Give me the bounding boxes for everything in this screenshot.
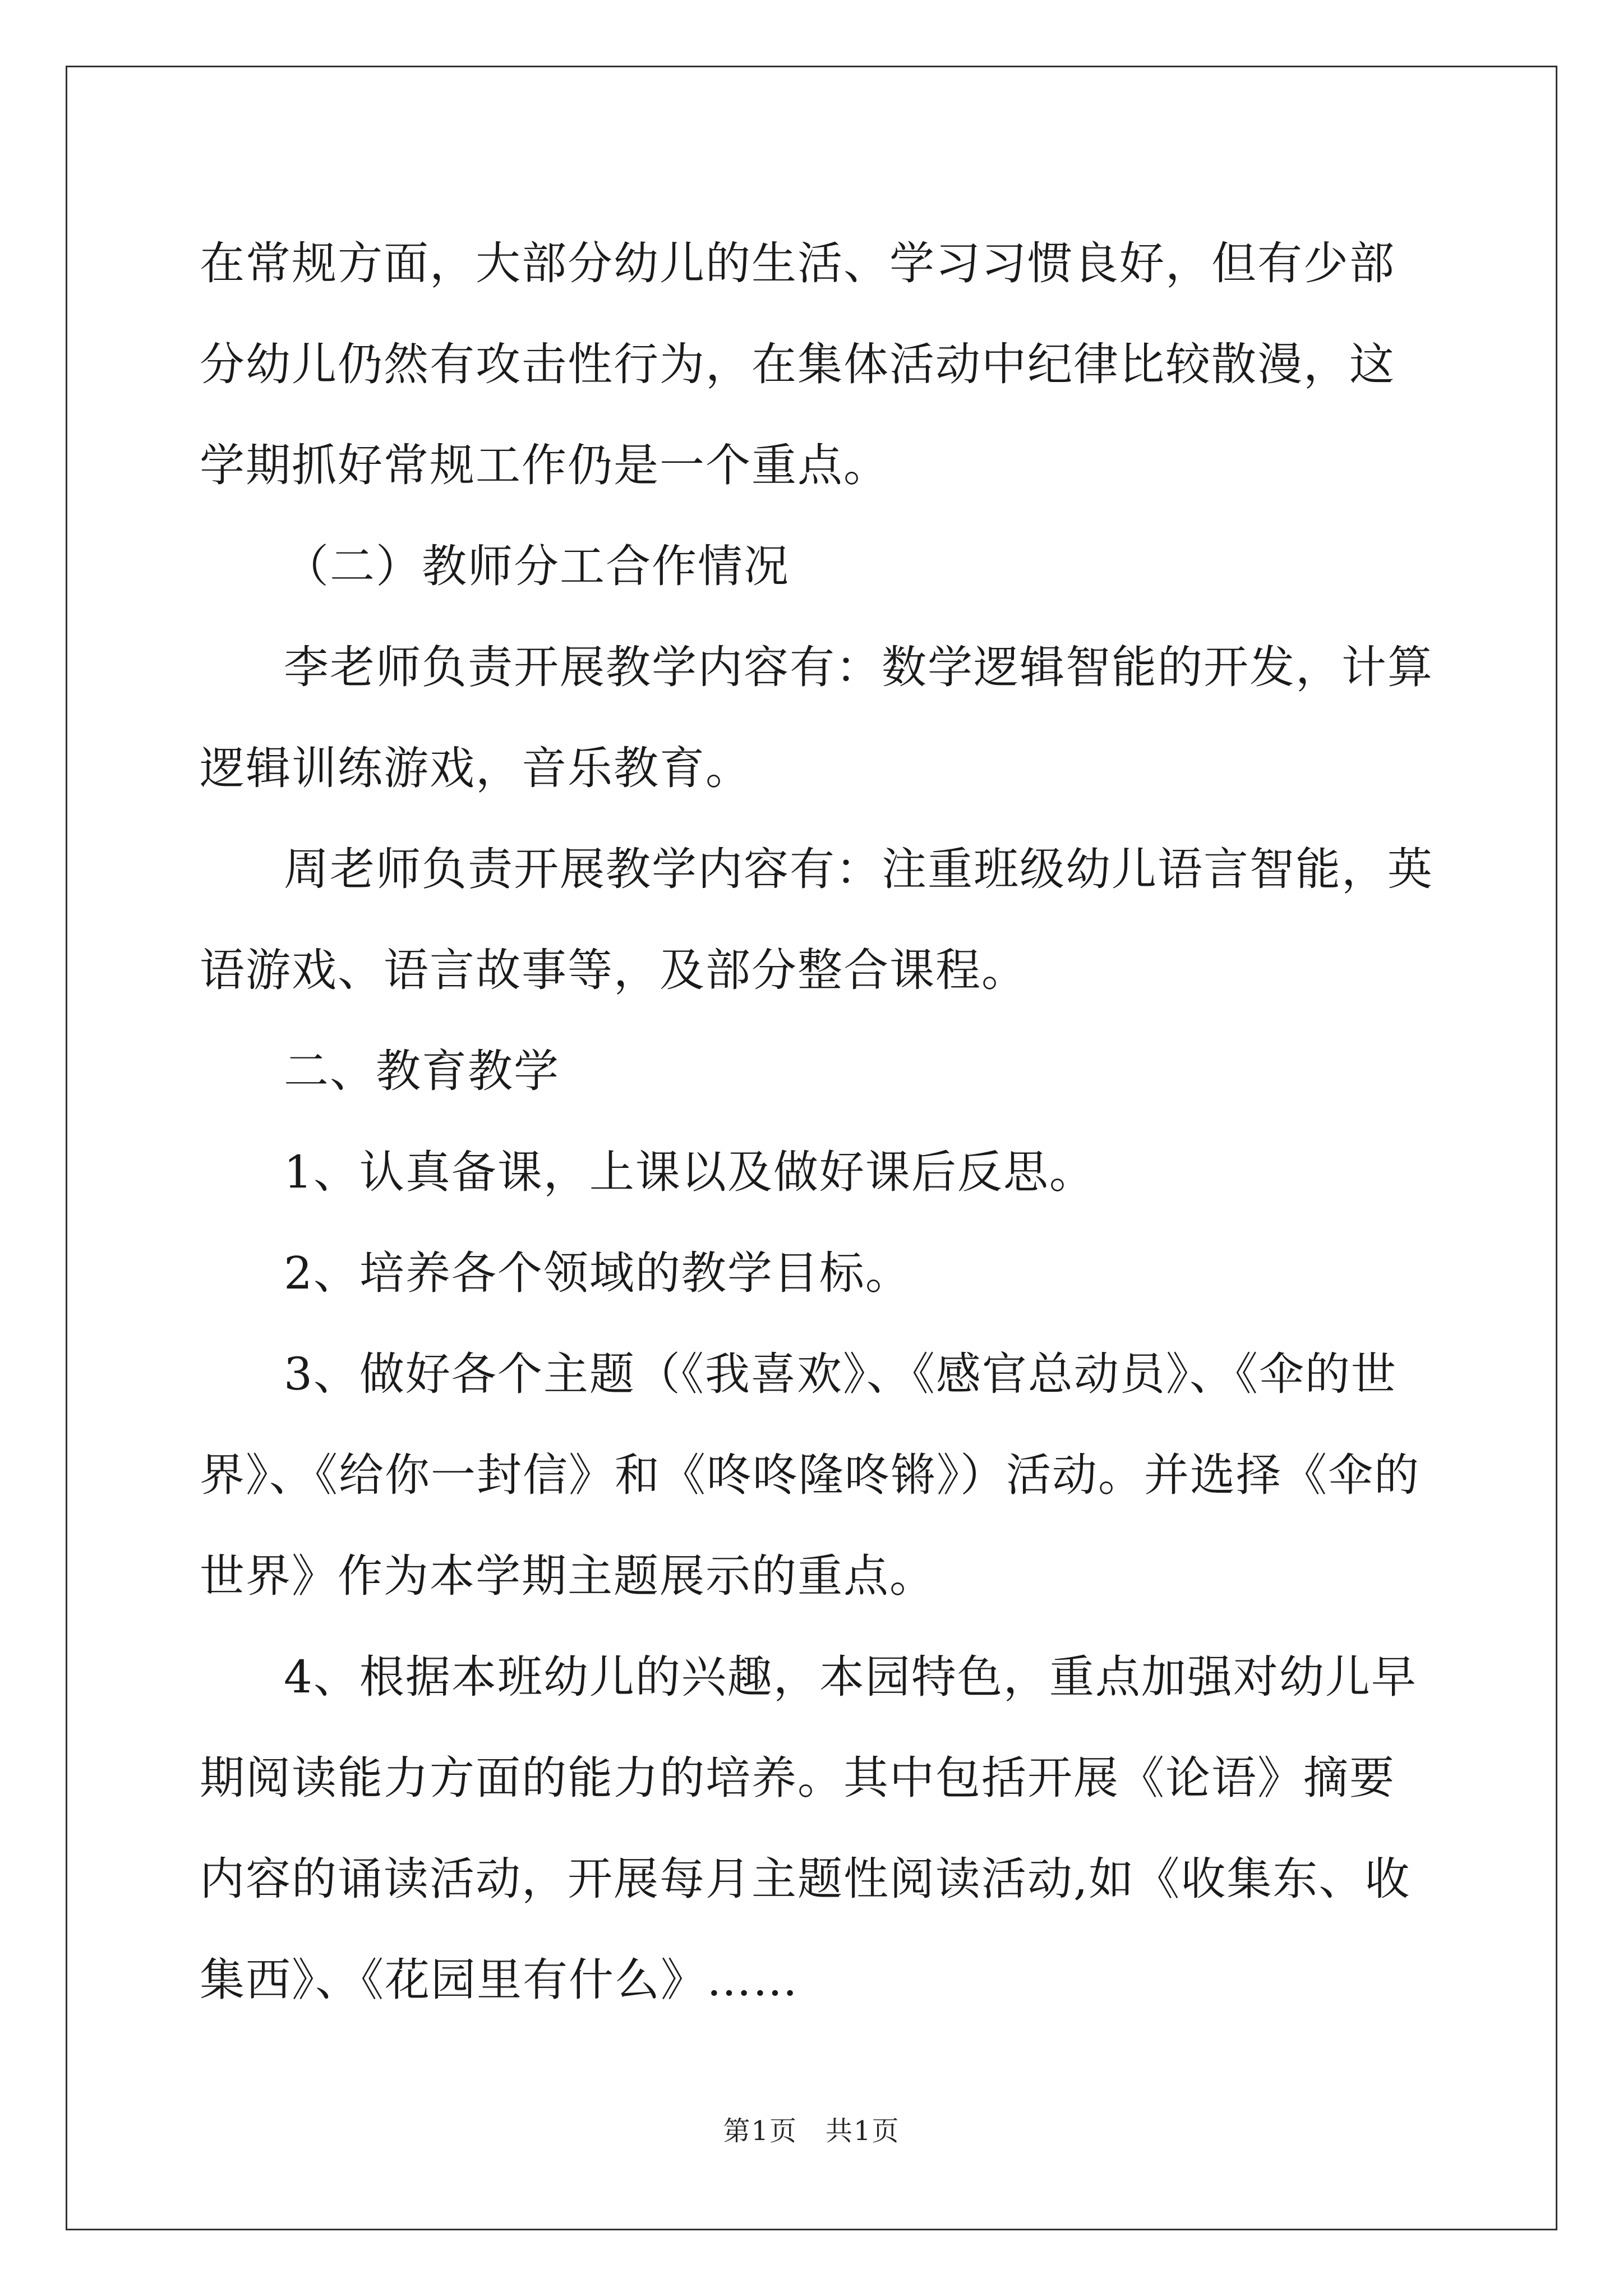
list-item-3: 3、做好各个主题（《我喜欢》、《感官总动员》、《伞的世界》、《给你一封信》和《咚咚隆咚锵》）活动。并选择《伞的世界》作为本学期主题展示的重点。: [200, 1348, 1420, 1602]
page-footer: [0, 2109, 1623, 2148]
list-item-4: 4、根据本班幼儿的兴趣，本园特色，重点加强对幼儿早期阅读能力方面的能力的培养。其中包括开展《论语》摘要内容的诵读活动，开展每月主题性阅读活动,如《收集东、收集西》、《花园里有什么》……: [200, 1651, 1417, 2006]
page-number: 第1页: [723, 2115, 797, 2147]
paragraph-routine: 在常规方面，大部分幼儿的生活、学习习惯良好，但有少部分幼儿仍然有攻击性行为，在集体活动中纪律比较散漫，这学期抓好常规工作仍是一个重点。: [200, 237, 1395, 491]
paragraph-teacher-zhou: 周老师负责开展教学内容有：注重班级幼儿语言智能，英语游戏、语言故事等，及部分整合课程。: [200, 843, 1433, 996]
list-item-1: 1、认真备课，上课以及做好课后反思。: [284, 1146, 1095, 1198]
paragraph-teacher-li: 李老师负责开展教学内容有：数学逻辑智能的开发，计算逻辑训练游戏，音乐教育。: [200, 641, 1433, 794]
section-heading-teacher-division: （二）教师分工合作情况: [284, 540, 790, 592]
page-total: 共1页: [826, 2115, 900, 2147]
list-item-2: 2、培养各个领域的教学目标。: [284, 1247, 911, 1299]
section-heading-education: 二、教育教学: [284, 1045, 560, 1097]
document-body: [200, 213, 1439, 2031]
